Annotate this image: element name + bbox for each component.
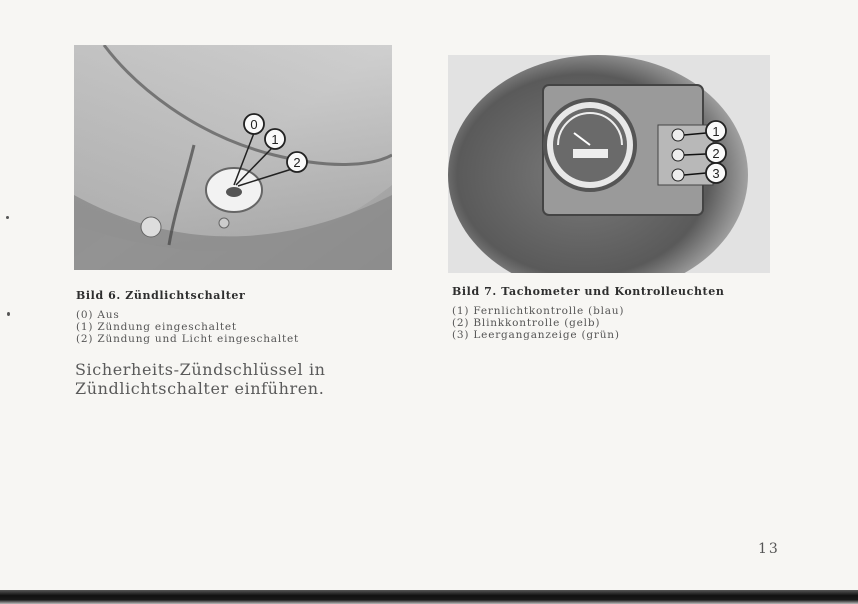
scan-speck (7, 312, 10, 316)
legend-item: (2) Blinkkontrolle (gelb) (452, 317, 601, 329)
legend-item: (0) Aus (76, 309, 120, 321)
scan-speck (6, 216, 9, 219)
figure-6-title: Bild 6. Zündlichtschalter (76, 289, 246, 302)
legend-item: (1) Fernlichtkontrolle (blau) (452, 305, 625, 317)
svg-text:2: 2 (293, 155, 301, 170)
figure-6-legend (76, 309, 299, 345)
figure-7-legend (452, 305, 624, 341)
marker-1 (706, 121, 726, 141)
page-number: 13 (758, 541, 780, 557)
page-bottom-edge (0, 590, 858, 604)
marker-0 (244, 114, 264, 134)
svg-text:3: 3 (712, 166, 720, 181)
marker-3 (706, 163, 726, 183)
svg-text:1: 1 (712, 124, 720, 139)
legend-item: (3) Leerganganzeige (grün) (452, 329, 620, 341)
svg-text:2: 2 (712, 146, 720, 161)
marker-2 (706, 143, 726, 163)
svg-text:0: 0 (250, 117, 258, 132)
legend-item: (1) Zündung eingeschaltet (76, 321, 237, 333)
marker-1 (265, 129, 285, 149)
figure-7-title: Bild 7. Tachometer und Kontrolleuchten (452, 285, 725, 298)
marker-2 (287, 152, 307, 172)
legend-item: (2) Zündung und Licht eingeschaltet (76, 333, 300, 345)
instruction-text: Sicherheits-Zündschlüssel in Zündlichtschalter einführen. (75, 360, 326, 398)
svg-text:1: 1 (271, 132, 279, 147)
ignition-switch-photo (74, 45, 392, 270)
speedometer-photo (448, 55, 770, 273)
